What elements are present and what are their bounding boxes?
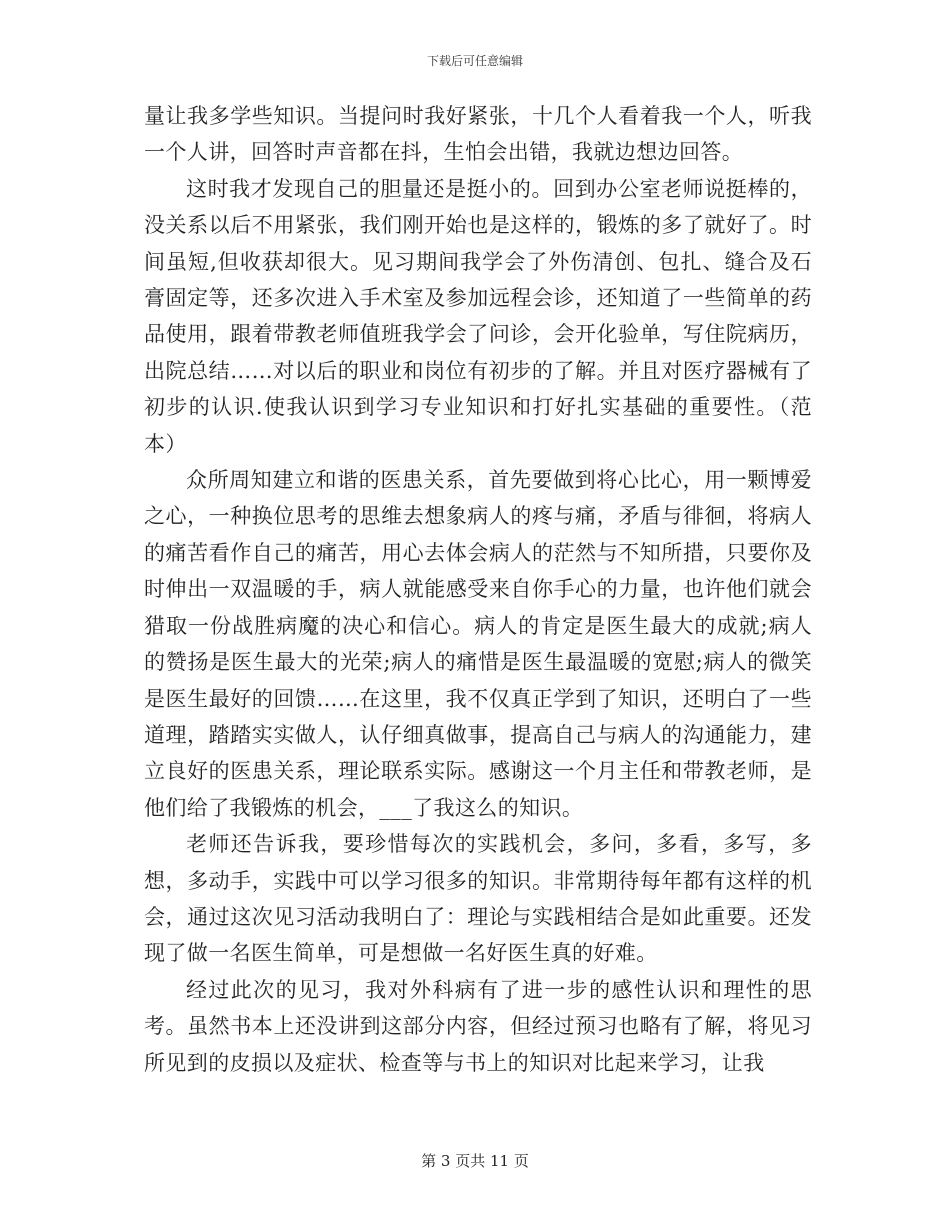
paragraph-3: 众所周知建立和谐的医患关系，首先要做到将心比心，用一颗博爱之心，一种换位思考的思维去想象病人的疼与痛，矛盾与徘徊，将病人的痛苦看作自己的痛苦，用心去体会病人的茫然与不知所措，只要你及时伸出一双温暖的手，病人就能感受来自你手心的力量，也许他们就会猎取一份战胜病魔的决心和信心。病人的肯定是医生最大的成就;病人的赞扬是医生最大的光荣;病人的痛惜是医生最温暖的宽慰;病人的微笑是医生最好的回馈……在这里，我不仅真正学到了知识，还明白了一些道理，踏踏实实做人，认仔细真做事，提高自己与病人的沟通能力，建立良好的医患关系，理论联系实际。感谢这一个月主任和带教老师，是他们给了我锻炼的机会，___了我这么的知识。 bbox=[144, 468, 812, 820]
paragraph-5: 经过此次的见习，我对外科病有了进一步的感性认识和理性的思考。虽然书本上还没讲到这部分内容，但经过预习也略有了解，将见习所见到的皮损以及症状、检查等与书上的知识对比起来学习，让我 bbox=[144, 977, 812, 1075]
paragraph-1: 量让我多学些知识。当提问时我好紧张，十几个人看着我一个人，听我一个人讲，回答时声音都在抖，生怕会出错，我就边想边回答。 bbox=[144, 104, 812, 165]
paragraph-4: 老师还告诉我，要珍惜每次的实践机会，多问，多看，多写，多想，多动手，实践中可以学习很多的知识。非常期待每年都有这样的机会，通过这次见习活动我明白了：理论与实践相结合是如此重要。还发现了做一名医生简单，可是想做一名好医生真的好难。 bbox=[144, 832, 812, 966]
page-header: 下载后可任意编辑 bbox=[426, 54, 523, 68]
paragraph-2: 这时我才发现自己的胆量还是挺小的。回到办公室老师说挺棒的，没关系以后不用紧张，我们刚开始也是这样的，锻炼的多了就好了。时间虽短,但收获却很大。见习期间我学会了外伤清创、包扎、缝合及石膏固定等，还多次进入手术室及参加远程会诊，还知道了一些简单的药品使用，跟着带教老师值班我学会了问诊，会开化验单，写住院病历，出院总结……对以后的职业和岗位有初步的了解。并且对医疗器械有了初步的认识.使我认识到学习专业知识和打好扎实基础的重要性。（范本） bbox=[144, 176, 812, 456]
document-body bbox=[144, 98, 812, 1081]
page-number: 第 3 页共 11 页 bbox=[421, 1152, 529, 1170]
